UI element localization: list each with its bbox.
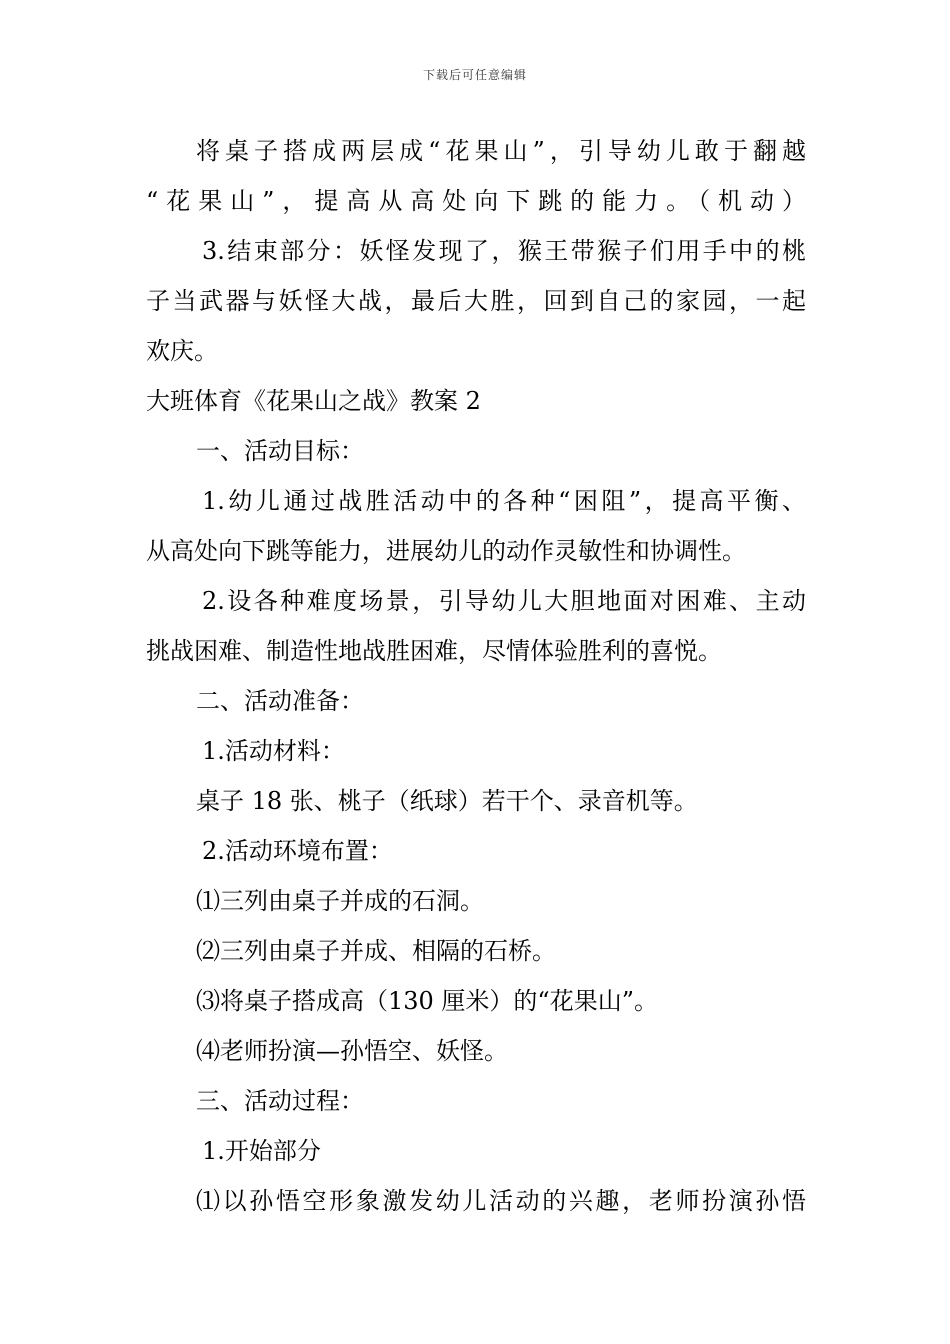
section-title: 大班体育《花果山之战》教案 2 (146, 387, 481, 415)
list-item: ⑶将桌子搭成高（130 厘米）的“花果山”。 (196, 987, 658, 1015)
paragraph-line: 挑战困难、制造性地战胜困难，尽情体验胜利的喜悦。 (146, 637, 722, 665)
list-item: ⑴三列由桌子并成的石洞。 (196, 887, 484, 915)
paragraph-line: “花果山”，提高从高处向下跳的能力。（机动） (146, 187, 806, 215)
list-item: ⑵三列由桌子并成、相隔的石桥。 (196, 937, 556, 965)
paragraph-line: 子当武器与妖怪大战，最后大胜，回到自己的家园，一起 (146, 287, 806, 315)
paragraph-line: 2.活动环境布置： (202, 837, 393, 865)
paragraph-line: 欢庆。 (146, 337, 218, 365)
page-header-note: 下载后可任意编辑 (422, 68, 527, 82)
paragraph-line: 1.开始部分 (202, 1137, 321, 1165)
paragraph-line: 1.活动材料： (202, 737, 345, 765)
paragraph-line: 3.结束部分：妖怪发现了，猴王带猴子们用手中的桃 (202, 237, 806, 265)
heading-process: 三、活动过程： (196, 1087, 364, 1115)
document-body (146, 126, 806, 1226)
paragraph-line: 2.设各种难度场景，引导幼儿大胆地面对困难、主动 (202, 587, 806, 615)
paragraph-line: 将桌子搭成两层成“花果山”，引导幼儿敢于翻越 (196, 137, 806, 165)
heading-preparation: 二、活动准备： (196, 687, 364, 715)
paragraph-line: 1.幼儿通过战胜活动中的各种“困阻”，提高平衡、 (202, 487, 806, 515)
list-item: ⑴以孙悟空形象激发幼儿活动的兴趣，老师扮演孙悟 (196, 1187, 806, 1215)
paragraph-line: 桌子 18 张、桃子（纸球）若干个、录音机等。 (196, 787, 698, 815)
list-item: ⑷老师扮演—孙悟空、妖怪。 (196, 1037, 508, 1065)
heading-objectives: 一、活动目标： (196, 437, 364, 465)
paragraph-line: 从高处向下跳等能力，进展幼儿的动作灵敏性和协调性。 (146, 537, 746, 565)
